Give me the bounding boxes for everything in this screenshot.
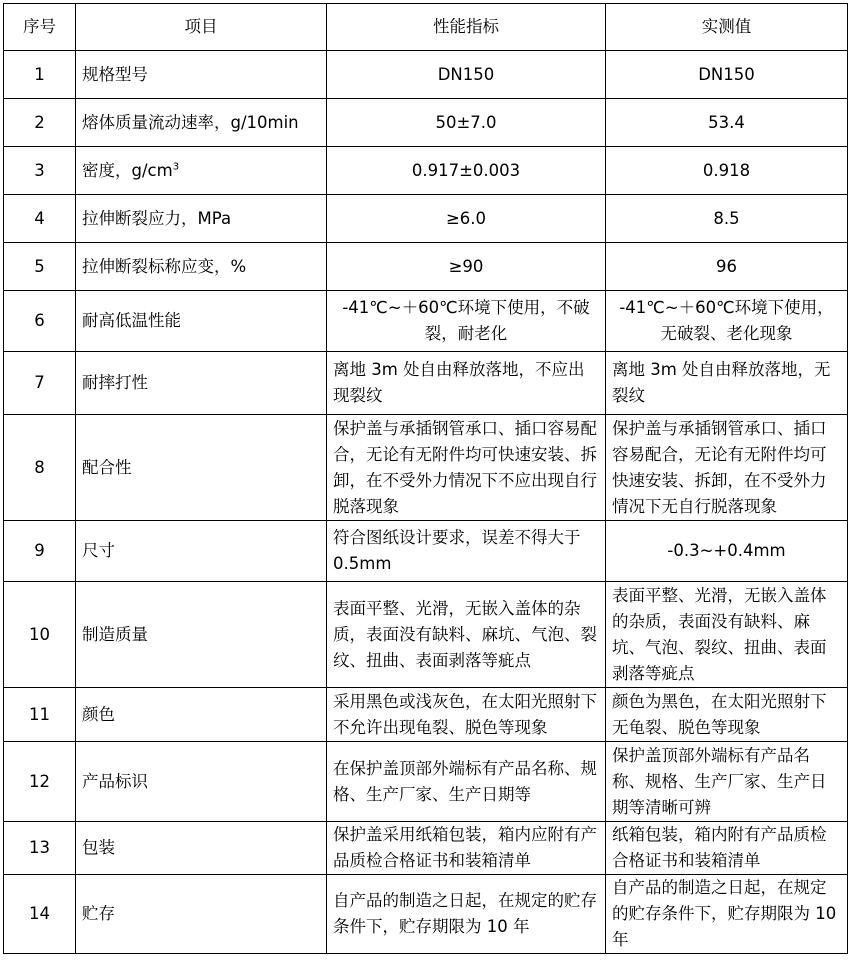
row-measured: 自产品的制造之日起，在规定的贮存条件下，贮存期限为 10 年 [606,875,848,954]
row-measured: 53.4 [606,99,848,147]
row-item: 制造质量 [76,582,327,688]
row-no: 9 [4,521,76,582]
row-item-superscript: 3 [172,161,180,172]
row-spec: -41℃~＋60℃环境下使用，不破裂，耐老化 [327,291,606,352]
row-spec: 保护盖采用纸箱包装，箱内应附有产品质检合格证书和装箱清单 [327,822,606,875]
row-item: 耐摔打性 [76,352,327,415]
row-spec: 符合图纸设计要求，误差不得大于 0.5mm [327,521,606,582]
row-measured: -41℃~＋60℃环境下使用，无破裂、老化现象 [606,291,848,352]
table-row [4,688,848,742]
row-item: 拉伸断裂应力，MPa [76,195,327,243]
table-row [4,243,848,291]
table-row [4,195,848,243]
table-row [4,582,848,688]
row-item: 耐高低温性能 [76,291,327,352]
row-no: 13 [4,822,76,875]
table-row [4,291,848,352]
row-no: 4 [4,195,76,243]
header-measured: 实测值 [606,4,848,51]
row-measured: 保护盖顶部外端标有产品名称、规格、生产厂家、生产日期等清晰可辨 [606,742,848,822]
row-measured: 颜色为黑色，在太阳光照射下无龟裂、脱色等现象 [606,688,848,742]
row-measured: -0.3~+0.4mm [606,521,848,582]
row-measured: 8.5 [606,195,848,243]
header-item: 项目 [76,4,327,51]
row-measured: 纸箱包装，箱内附有产品质检合格证书和装箱清单 [606,822,848,875]
row-item [76,147,327,195]
row-spec: 在保护盖顶部外端标有产品名称、规格、生产厂家、生产日期等 [327,742,606,822]
row-no: 10 [4,582,76,688]
row-no: 5 [4,243,76,291]
row-measured: DN150 [606,51,848,99]
row-item: 颜色 [76,688,327,742]
row-no: 6 [4,291,76,352]
row-spec: 保护盖与承插钢管承口、插口容易配合，无论有无附件均可快速安装、拆卸，在不受外力情况下不应出现自行脱落现象 [327,415,606,521]
row-spec: 0.917±0.003 [327,147,606,195]
header-row [4,4,848,51]
table-row [4,147,848,195]
spec-table [3,3,848,954]
row-item: 拉伸断裂标称应变，% [76,243,327,291]
table-row [4,51,848,99]
row-no: 3 [4,147,76,195]
row-spec: ≥6.0 [327,195,606,243]
table-row [4,521,848,582]
row-no: 7 [4,352,76,415]
row-item: 产品标识 [76,742,327,822]
row-spec: DN150 [327,51,606,99]
row-item: 尺寸 [76,521,327,582]
row-measured: 96 [606,243,848,291]
row-item: 贮存 [76,875,327,954]
table-row [4,822,848,875]
table-row [4,875,848,954]
row-item: 包装 [76,822,327,875]
row-measured: 表面平整、光滑，无嵌入盖体的杂质，表面没有缺料、麻坑、气泡、裂纹、扭曲、表面剥落等疵点 [606,582,848,688]
row-no: 2 [4,99,76,147]
table-row [4,742,848,822]
table-row [4,352,848,415]
row-measured: 0.918 [606,147,848,195]
row-no: 11 [4,688,76,742]
table-row [4,99,848,147]
header-no: 序号 [4,4,76,51]
row-spec: ≥90 [327,243,606,291]
row-spec: 自产品的制造之日起，在规定的贮存条件下，贮存期限为 10 年 [327,875,606,954]
row-no: 14 [4,875,76,954]
table-row [4,415,848,521]
row-item: 规格型号 [76,51,327,99]
row-spec: 离地 3m 处自由释放落地，不应出现裂纹 [327,352,606,415]
header-spec: 性能指标 [327,4,606,51]
row-item-text: 密度，g/cm [82,160,173,180]
row-no: 12 [4,742,76,822]
row-spec: 表面平整、光滑，无嵌入盖体的杂质，表面没有缺料、麻坑、气泡、裂纹、扭曲、表面剥落等疵点 [327,582,606,688]
row-no: 8 [4,415,76,521]
row-measured: 离地 3m 处自由释放落地，无裂纹 [606,352,848,415]
row-spec: 50±7.0 [327,99,606,147]
row-spec: 采用黑色或浅灰色，在太阳光照射下不允许出现龟裂、脱色等现象 [327,688,606,742]
row-no: 1 [4,51,76,99]
row-item: 熔体质量流动速率，g/10min [76,99,327,147]
row-item: 配合性 [76,415,327,521]
row-measured: 保护盖与承插钢管承口、插口容易配合，无论有无附件均可快速安装、拆卸，在不受外力情况下无自行脱落现象 [606,415,848,521]
